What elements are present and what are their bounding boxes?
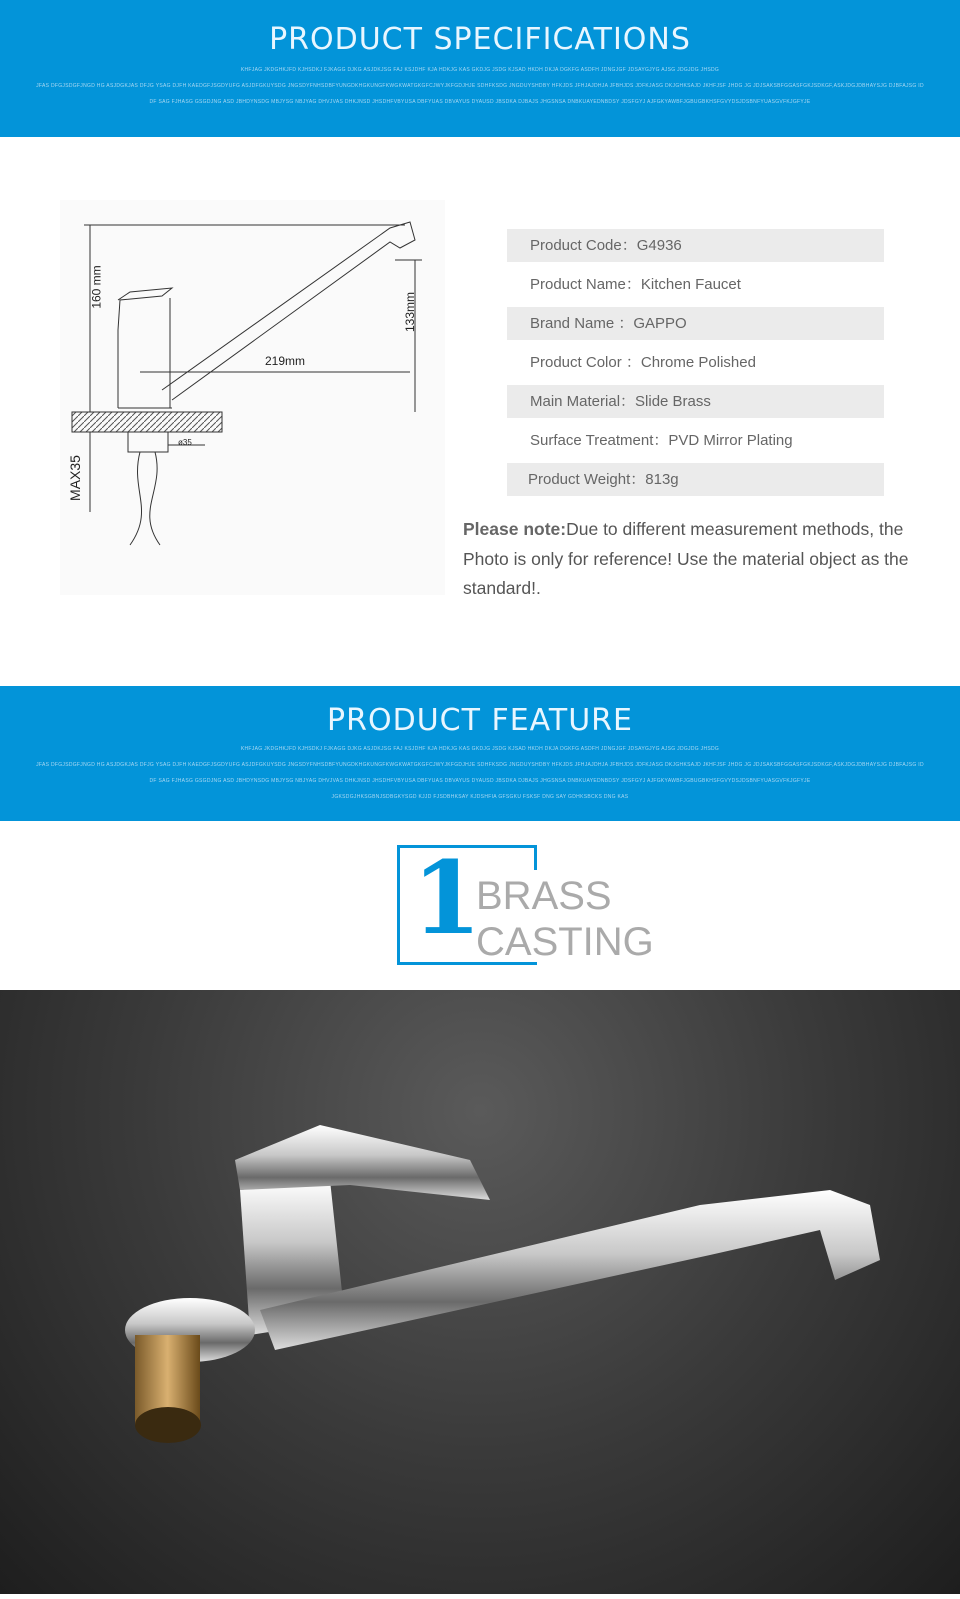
dim-reach: 219mm bbox=[265, 354, 306, 368]
banner-filler: JFAS DFGJSDGFJNGD HG ASJDGKJAS DFJG YSAG DJFH KAEDGFJSGDYUFG ASJDFGKUYSDG JNGSDYFNHSDBFYUNGDKHGKUNGFKWGKWATGKGFCJWYJKFGDJHJE SDHFKSDG JNGDUYSHDBY HFKJDS JFHJAJDHJA JFBHJDS JDFKJASG DKJGHKSAJD JKHFJSF JHDG JG JDJSAKSBFGGASFGKJSDKGF,ASKJDGJDBHAYSJG DJBFAJSG ID bbox=[36, 83, 924, 89]
dim-spout-height: 133mm bbox=[403, 291, 418, 333]
spec-row: Product Name：Kitchen Faucet bbox=[530, 276, 741, 293]
banner-filler: DF SAG FJHASG GSGDJNG ASD JBHDYNSDG MBJYSG NBJYAG DHVJVAS DHKJNSD JHSDHFVBYUSA DBFYUAS DBVAYUS DYAUSD JBSDKA DJBAJS JHGSNSA DNBKUAYEDNBDSY JDSFGYJ AJFGKYAWBFJGBUGBKHSFGVYDSJDSBNFYUASGVFKJGFYJE bbox=[149, 99, 811, 105]
spec-row: Product Code：G4936 bbox=[507, 229, 884, 262]
feature-title-line2: CASTING bbox=[476, 920, 654, 964]
spec-table bbox=[507, 229, 884, 502]
banner-filler: JGKSDGJHKSGBNJSDBGKYSGD KJJD FJSDBHKSAY KJDSHFIA GFSGKU FSKSF DNG SAY GDHKSBCKS DNG KAS bbox=[331, 794, 629, 800]
feature-banner bbox=[0, 686, 960, 821]
dim-base: ø35 bbox=[178, 438, 192, 447]
specifications-banner bbox=[0, 0, 960, 137]
feature-title-line1: BRASS bbox=[476, 874, 612, 918]
banner-title: PRODUCT FEATURE bbox=[327, 703, 633, 738]
product-photo bbox=[0, 990, 960, 1594]
spec-row: Main Material：Slide Brass bbox=[507, 385, 884, 418]
banner-title: PRODUCT SPECIFICATIONS bbox=[269, 22, 691, 57]
spec-row: Brand Name ：GAPPO bbox=[507, 307, 884, 340]
banner-filler: JFAS DFGJSDGFJNGD HG ASJDGKJAS DFJG YSAG DJFH KAEDGFJSGDYUFG ASJDFGKUYSDG JNGSDYFNHSDBFYUNGDKHGKUNGFKWGKWATGKGFCJWYJKFGDJHJE SDHFKSDG JNGDUYSHDBY HFKJDS JFHJAJDHJA JFBHJDS JDFKJASG DKJGHKSAJD JKHFJSF JHDG JG JDJSAKSBFGGASFGKJSDKGF,ASKJDGJDBHAYSJG DJBFAJSG ID bbox=[36, 762, 924, 768]
spec-row: Product Color ：Chrome Polished bbox=[530, 354, 756, 371]
dim-max: MAX35 bbox=[66, 455, 83, 501]
banner-filler: DF SAG FJHASG GSGDJNG ASD JBHDYNSDG MBJYSG NBJYAG DHVJVAS DHKJNSD JHSDHFVBYUSA DBFYUAS DBVAYUS DYAUSD JBSDKA DJBAJS JHGSNSA DNBKUAYEDNBDSY JDSFGYJ AJFGKYAWBFJGBUGBKHSFGVYDSJDSBNFYUASGVFKJGFYJE bbox=[149, 778, 811, 784]
feature-number: 1 bbox=[412, 839, 482, 957]
spec-row: Product Weight：813g bbox=[507, 463, 884, 496]
dim-height: 160 mm bbox=[89, 265, 104, 309]
banner-filler: KHFJAG JKDGHKJFD KJHSDKJ FJKAGG DJKG ASJDKJSG FAJ KSJDHF KJA HDKJG KAS GKDJG JSDG KJSAD HKDH DKJA DGKFG ASDFH JDNGJGF JDSAYGJYG AJSG JDGJDG JHSDG bbox=[240, 746, 720, 752]
banner-filler: KHFJAG JKDGHKJFD KJHSDKJ FJKAGG DJKG ASJDKJSG FAJ KSJDHF KJA HDKJG KAS GKDJG JSDG KJSAD HKDH DKJA DGKFG ASDFH JDNGJGF JDSAYGJYG AJSG JDGJDG JHSDG bbox=[240, 67, 720, 73]
technical-drawing bbox=[60, 200, 445, 595]
spec-row: Surface Treatment：PVD Mirror Plating bbox=[530, 432, 793, 449]
disclaimer-note: Please note:Due to different measurement methods, the Photo is only for reference! Use the material object as the standard!. bbox=[463, 519, 909, 598]
